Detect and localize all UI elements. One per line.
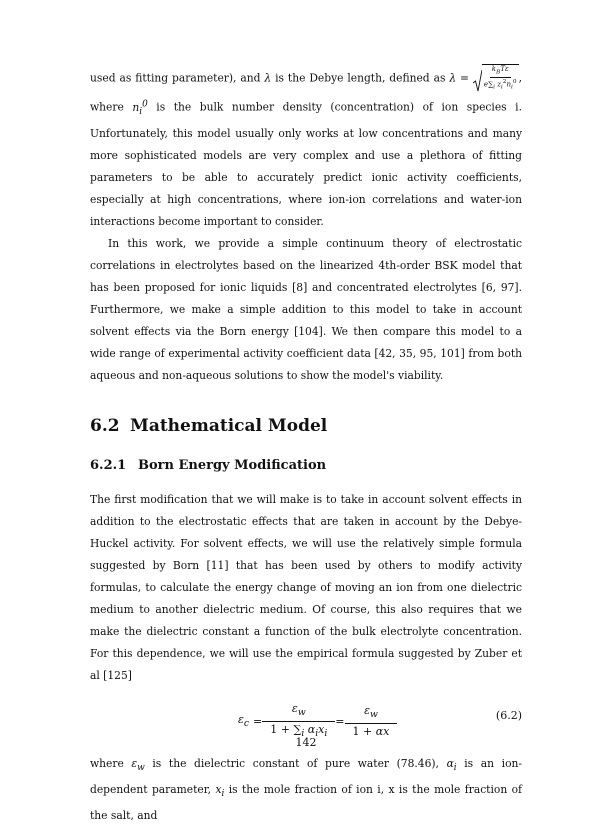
bulk-density-symbol: $n_i^0$ bbox=[132, 99, 148, 117]
equation-fraction-1: $\varepsilon_w$ $1 + \sum_i$ $\alpha_ix_i$ bbox=[266, 701, 331, 742]
text-run: is the Debye length, defined as bbox=[271, 71, 450, 85]
epsilon-w-symbol: $\varepsilon_w$ bbox=[131, 756, 145, 773]
text-run: is an ion-dependent parameter, bbox=[90, 756, 522, 796]
text-run: where bbox=[90, 756, 132, 770]
lambda-symbol: λ bbox=[264, 71, 272, 85]
text-run: is the bulk number density (concentration) of ion species i. Unfortunately, this model usually only works at low concentrations and many more sophisticated models are very complex and use a plethora of fitting parameters to be able to accurately predict ionic activity coefficients, especially at high concentrations, where ion-ion correlations and water-ion interactions become important to consider. bbox=[90, 100, 522, 228]
equation-body: $\varepsilon_c$ = $\varepsilon_w$ $1 + \sum_i$ $\alpha_ix_i$ = $\frac{\varepsilon_w}{1 + \alpha x}$ bbox=[238, 701, 393, 742]
debye-length-fraction: $\frac{k_BT\varepsilon}{e\sum_i z_i^2n_i^0}$ bbox=[483, 65, 517, 92]
alpha-i-symbol: $\alpha_i$ bbox=[446, 756, 457, 773]
page-content bbox=[90, 64, 522, 827]
debye-length-sqrt bbox=[473, 64, 519, 93]
after-equation-paragraph bbox=[90, 753, 522, 827]
x-i-symbol: $x_i$ bbox=[215, 782, 225, 800]
section-heading bbox=[90, 415, 522, 437]
page-number: 142 bbox=[295, 736, 317, 749]
born-energy-paragraph: The first modification that we will make is to take in account solvent effects in addition to the electrostatic effects that are taken in account by the Debye-Huckel activity. For solvent effects, we will use the relatively simple formula suggested by Born [11] that has been used by others to modify activity formulas, to calculate the energy change of moving an ion from one dielectric medium to another dielectric medium. Of course, this also requires that we make the dielectric constant a function of the bulk electrolyte concentration. For this dependence, we will use the empirical formula suggested by Zuber et al [125] bbox=[90, 492, 522, 682]
text-run: , where bbox=[90, 71, 522, 114]
debye-formula: λ bbox=[449, 71, 457, 85]
intro-paragraph-2: In this work, we provide a simple continuum theory of electrostatic correlations in electrolytes based on the linearized 4th-order BSK model that has been proposed for ionic liquids [8] and concentrated electrolytes [6, 97]. Furthermore, we make a simple addition to this model to take in account solvent effects via the Born energy [104]. We then compare this model to a wide range of experimental activity coefficient data [42, 35, 95, 101] from both aqueous and non-aqueous solutions to show the model's viability. bbox=[90, 236, 522, 382]
intro-paragraph-1: used as fitting parameter), and λ is the Debye length, defined as λ = $\frac{k_BT\varepsilon}{e\sum_i z_i^2n_i^0}$ , where $n_i^0$ is the bulk number density (concentration) of ion species i. Unfortunately, this model usually only works at low concentrations and many more sophisticated models are very complex and use a plethora of fitting parameters to be able to accurately predict ionic activity coefficients, especially at high concentrations, where ion-ion correlations and water-ion interactions become important to consider. bbox=[90, 65, 522, 228]
equation-number: (6.2) bbox=[495, 708, 522, 722]
equation-fraction-2: $\frac{\varepsilon_w}{1 + \alpha x}$ bbox=[349, 703, 394, 740]
section-title: Mathematical Model bbox=[130, 415, 328, 436]
section-number: 6.2 bbox=[90, 415, 120, 436]
text-run: used as fitting parameter), and bbox=[90, 71, 265, 85]
text-run: is the mole fraction of ion i, x is the mole fraction of the salt, and bbox=[90, 782, 522, 823]
subsection-title: Born Energy Modification bbox=[138, 457, 327, 473]
subsection-heading bbox=[90, 457, 522, 475]
subsection-number: 6.2.1 bbox=[90, 457, 127, 473]
text-run: is the dielectric constant of pure water (78.46), bbox=[144, 756, 447, 770]
